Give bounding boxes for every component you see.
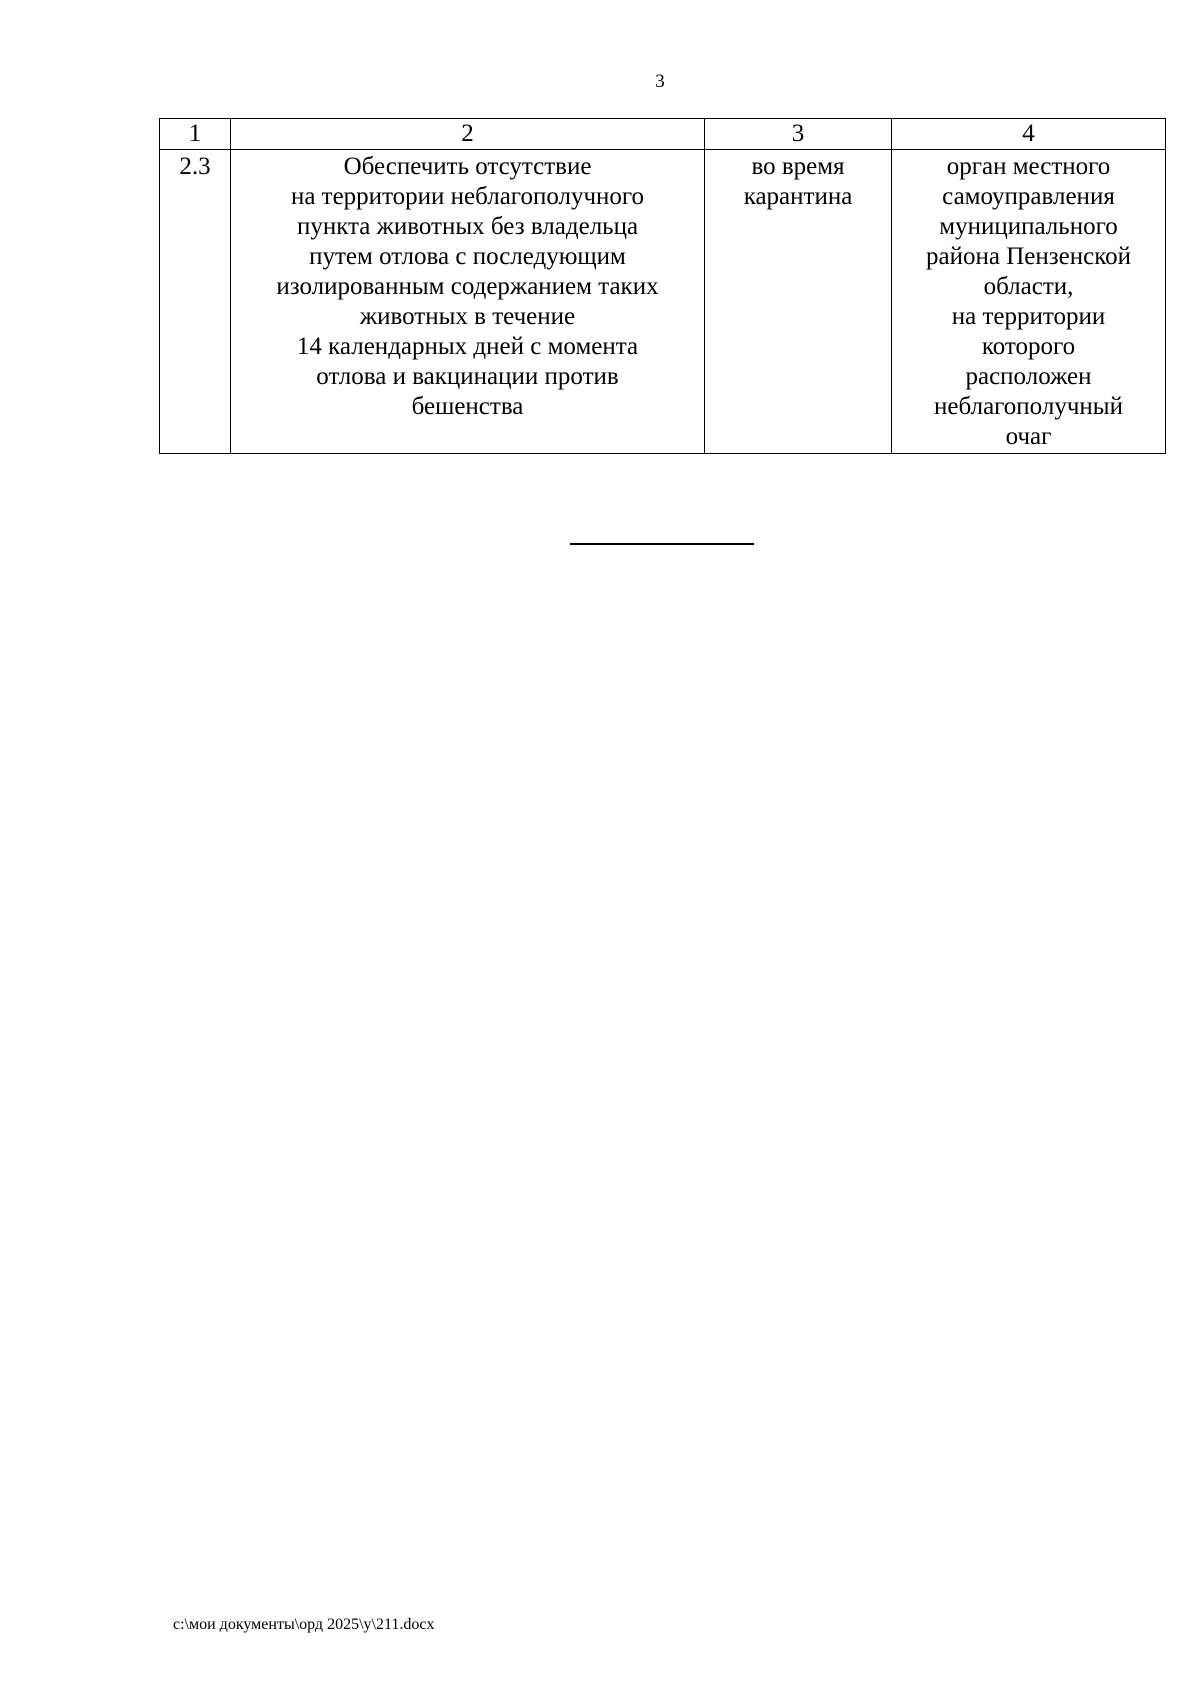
responsible-line: орган местного <box>946 153 1111 180</box>
action-line: Обеспечить отсутствие <box>343 153 592 180</box>
action-line: бешенства <box>411 393 524 420</box>
term-line: во время <box>751 153 845 180</box>
term-line: карантина <box>743 183 853 210</box>
action-line: 14 календарных дней с момента <box>296 333 639 360</box>
responsible-line: района Пензенской <box>926 243 1131 270</box>
action-line: путем отлова с последующим <box>309 243 626 270</box>
term-cell <box>705 150 892 454</box>
action-line: на территории неблагополучного <box>290 183 645 210</box>
action-line: отлова и вакцинации против <box>316 363 619 390</box>
action-line: изолированным содержанием таких <box>276 273 659 300</box>
responsible-line: муниципального <box>939 213 1118 240</box>
responsible-line: на территории <box>951 303 1106 330</box>
header-col-2: 2 <box>231 119 705 150</box>
header-col-1: 1 <box>160 119 231 150</box>
responsible-line: очаг <box>1005 423 1052 450</box>
action-line: животных в течение <box>359 303 576 330</box>
page-number: 3 <box>655 71 665 92</box>
table-header-row <box>160 119 1166 150</box>
end-divider-line <box>570 543 754 545</box>
footer-file-path: c:\мои документы\орд 2025\у\211.docx <box>173 1616 435 1633</box>
header-col-4: 4 <box>892 119 1166 150</box>
responsible-line: самоуправления <box>942 183 1115 210</box>
action-cell <box>231 150 705 454</box>
responsible-line: области, <box>983 273 1074 300</box>
row-number: 2.3 <box>160 150 231 454</box>
responsible-line: неблагополучный <box>934 393 1123 420</box>
action-line: пункта животных без владельца <box>296 213 639 240</box>
table-row <box>160 150 1166 454</box>
responsible-line: которого <box>981 333 1076 360</box>
responsible-cell <box>892 150 1166 454</box>
measures-table <box>159 118 1166 454</box>
responsible-line: расположен <box>965 363 1092 390</box>
header-col-3: 3 <box>705 119 892 150</box>
